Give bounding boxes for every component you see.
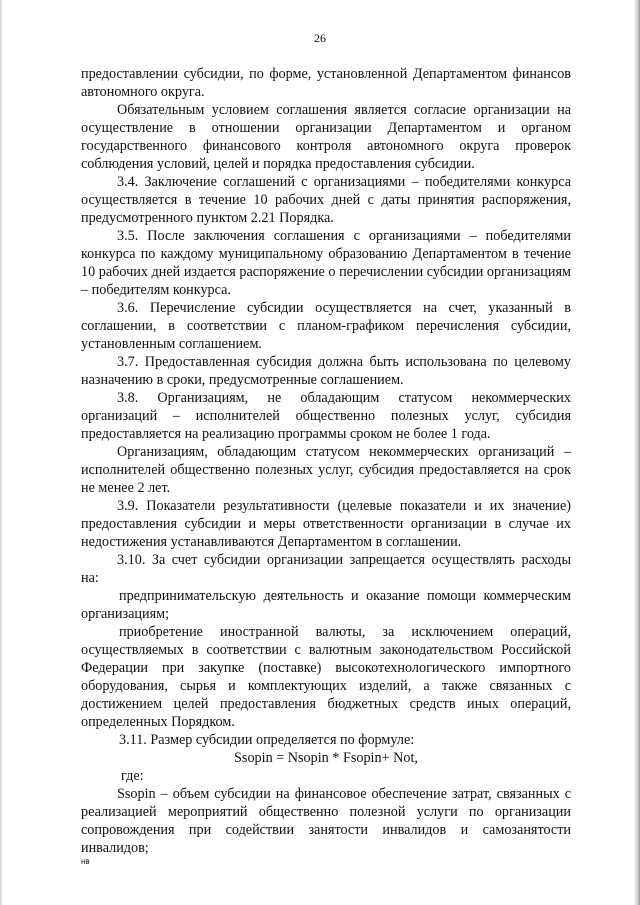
paragraph-3-8: 3.8. Организациям, не обладающим статусом некоммерческих организаций – исполнителей общественно полезных услуг, субсидия предоставляется на реализацию программы сроком не более 1 года. [81,390,571,442]
paragraph-3-5: 3.5. После заключения соглашения с организациями – победителями конкурса по каждому муниципальному образованию Департаментом в течение 10 рабочих дней издается распоряжение о перечислении субсидии организациям – победителям конкурса. [81,228,571,298]
paragraph-continuation: предоставлении субсидии, по форме, установленной Департаментом финансов автономного округа. [81,66,571,100]
scan-edge-right [633,0,640,905]
footer-mark: нв [81,857,90,866]
paragraph-3-4: 3.4. Заключение соглашений с организациями – победителями конкурса осуществляется в течение 10 рабочих дней с даты принятия распоряжения, предусмотренного пунктом 2.21 Порядка. [81,174,571,226]
paragraph-3-9: 3.9. Показатели результативности (целевые показатели и их значение) предоставления субсидии и меры ответственности организации в случае их недостижения устанавливаются Департаментом в соглашении. [81,498,571,550]
paragraph-restriction-currency: приобретение иностранной валюты, за исключением операций, осуществляемых в соответствии с валютным законодательством Российской Федерации при закупке (поставке) высокотехнологического импортного оборудования, сырья и комплектующих изделий, а также связанных с достижением целей предоставления бюджетных средств иных операций, определенных Порядком. [81,624,571,730]
page-number: 26 [314,31,326,45]
paragraph-3-6: 3.6. Перечисление субсидии осуществляется на счет, указанный в соглашении, в соответствии с планом-графиком перечисления субсидии, установленным соглашением. [81,300,571,352]
formula: Ssopin = Nsopin * Fsopin+ Not, [234,750,418,766]
paragraph-3-10: 3.10. За счет субсидии организации запрещается осуществлять расходы на: [81,552,571,586]
paragraph-restriction-business: предпринимательскую деятельность и оказание помощи коммерческим организациям; [81,588,571,622]
paragraph-ssopin-definition: Ssopin – объем субсидии на финансовое обеспечение затрат, связанных с реализацией мероприятий общественно полезной услуги по организации сопровождения при содействии занятости инвалидов и самозанятости инвалидов; [81,786,571,856]
paragraph-3-11: 3.11. Размер субсидии определяется по формуле: [119,732,415,748]
paragraph-agreement-condition: Обязательным условием соглашения является согласие организации на осуществление в отношении организации Департаментом и органом государственного финансового контроля автономного округа проверок соблюдения условий, целей и порядка предоставления субсидии. [81,102,571,172]
paragraph-3-7: 3.7. Предоставленная субсидия должна быть использована по целевому назначению в сроки, предусмотренные соглашением. [81,354,571,388]
paragraph-nko-term: Организациям, обладающим статусом некоммерческих организаций – исполнителей общественно полезных услуг, субсидия предоставляется на срок не менее 2 лет. [81,444,571,496]
scan-edge-left [0,0,3,905]
formula-where: где: [121,768,144,784]
document-body [81,65,571,857]
